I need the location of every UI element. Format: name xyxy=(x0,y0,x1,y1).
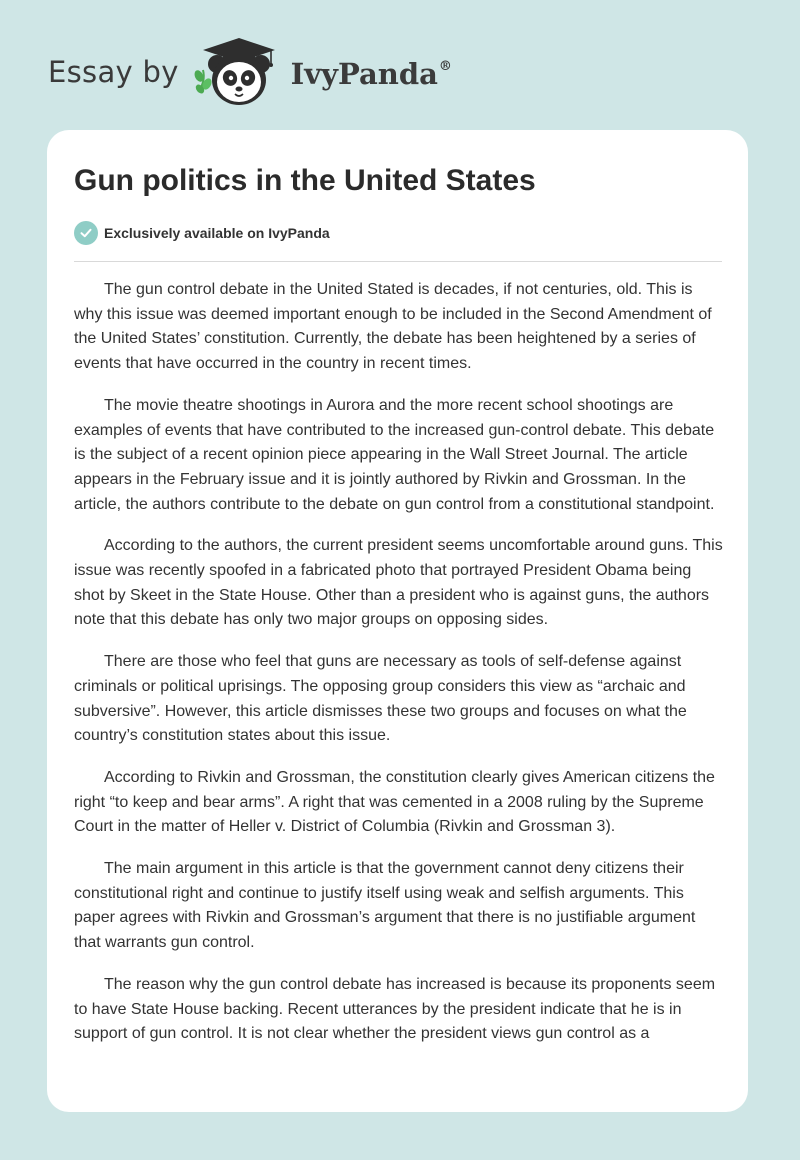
paragraph: The gun control debate in the United Stated is decades, if not centuries, old. This is why this issue was deemed important enough to be included in the Second Amendment of the United States’ constitution. Currently, the debate has been heightened by a series of events that have occurred in the country in recent times. xyxy=(74,281,712,373)
panda-logo-icon[interactable] xyxy=(193,34,289,110)
page-title: Gun politics in the United States xyxy=(74,164,536,197)
paragraph: According to the authors, the current president seems uncomfortable around guns. This issue was recently spoofed in a fabricated photo that portrayed President Obama being shot by Skeet in the State House. Other than a president who is against guns, the authors note that this debate has only two major groups on opposing sides. xyxy=(74,537,723,629)
paragraph: The movie theatre shootings in Aurora and the more recent school shootings are examples of events that have contributed to the increased gun-control debate. This debate is the subject of a recent opinion piece appearing in the Wall Street Journal. The article appears in the February issue and it is jointly authored by Rivkin and Grossman. In the article, the authors contribute to the debate on gun control from a constitutional standpoint. xyxy=(74,396,715,513)
paragraph: The reason why the gun control debate has increased is because its proponents seem to have State House backing. Recent utterances by the president indicate that he is in support of gun control. It is not clear whether the president views gun control as a xyxy=(74,975,716,1043)
paragraph: The main argument in this article is that the government cannot deny citizens their constitutional right and continue to justify itself using weak and selfish arguments. This paper agrees with Rivkin and Grossman’s argument that there is no justifiable argument that warrants gun control. xyxy=(74,860,696,952)
badge-label: Exclusively available on IvyPanda xyxy=(104,225,330,241)
brand-label: IvyPanda xyxy=(290,57,438,91)
essay-card xyxy=(47,130,748,1112)
paragraph: There are those who feel that guns are necessary as tools of self-defense against criminals or political uprisings. The opposing group considers this view as “archaic and subversive”. However, this article dismisses these two groups and focuses on what the country’s constitution states about this issue. xyxy=(74,653,687,745)
essay-body xyxy=(74,278,724,1064)
trademark-symbol: ® xyxy=(438,59,452,74)
essay-by-label: Essay by xyxy=(48,55,179,89)
checkmark-icon xyxy=(74,221,98,245)
exclusive-badge xyxy=(74,221,330,245)
brand-name[interactable] xyxy=(291,57,452,91)
paragraph: According to Rivkin and Grossman, the constitution clearly gives American citizens the right “to keep and bear arms”. A right that was cemented in a 2008 ruling by the Supreme Court in the matter of Heller v. District of Columbia (Rivkin and Grossman 3). xyxy=(74,768,715,836)
divider xyxy=(74,261,722,262)
site-header xyxy=(48,34,452,110)
